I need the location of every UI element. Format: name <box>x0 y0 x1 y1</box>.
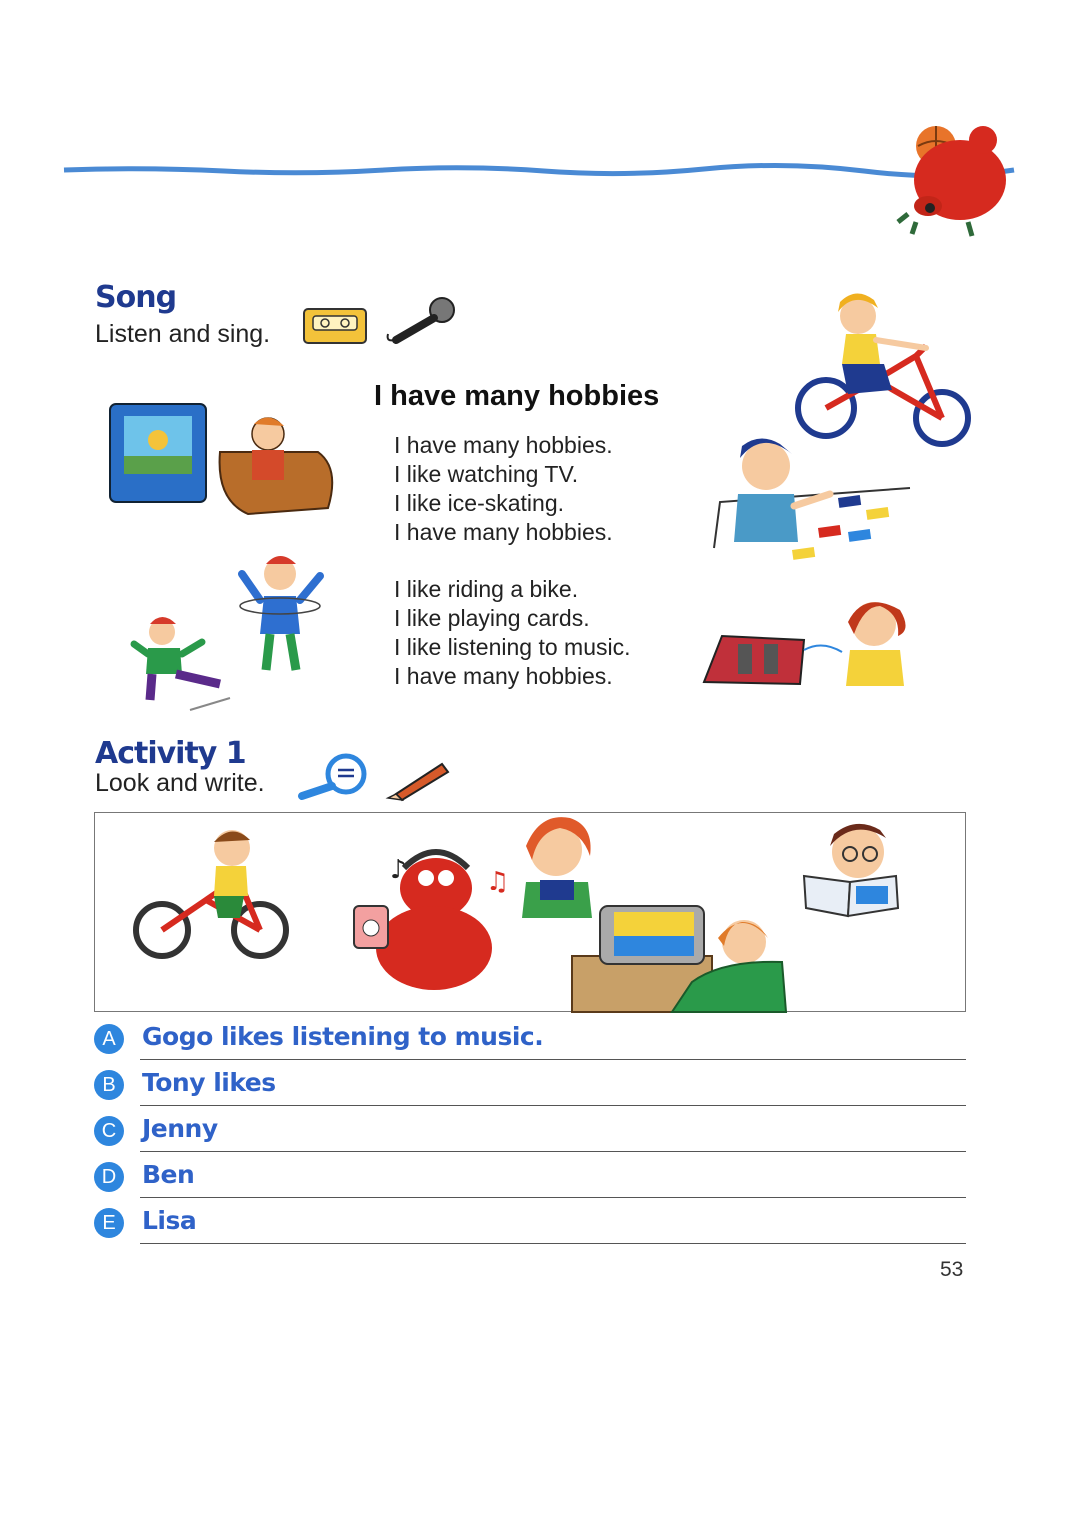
answer-write-line[interactable] <box>140 1243 966 1244</box>
verse-line: I like playing cards. <box>394 605 590 631</box>
answer-row-a <box>94 1020 966 1060</box>
answer-text: Gogo likes listening to music. <box>142 1022 544 1051</box>
answer-letter-badge: D <box>94 1162 124 1192</box>
pencil-icon <box>386 756 452 800</box>
ice-skating-illustration <box>130 550 340 720</box>
playing-cards-illustration <box>710 432 910 562</box>
song-verse-1 <box>394 431 613 547</box>
watching-tv-illustration <box>108 390 338 520</box>
answer-row-d <box>94 1158 966 1198</box>
verse-line: I like ice-skating. <box>394 490 565 516</box>
boy-riding-bike-illustration <box>132 826 290 962</box>
riding-bike-illustration <box>796 290 972 450</box>
answer-write-line[interactable] <box>140 1151 966 1152</box>
answer-letter-badge: A <box>94 1024 124 1054</box>
header-rule <box>64 163 1014 177</box>
page-number: 53 <box>940 1258 964 1281</box>
gogo-mascot-illustration <box>888 118 1018 242</box>
song-heading: Song <box>95 280 177 315</box>
answer-text: Tony likes <box>142 1068 276 1097</box>
answer-text: Ben <box>142 1160 195 1189</box>
answer-text: Jenny <box>142 1114 218 1143</box>
answer-write-line[interactable] <box>140 1105 966 1106</box>
song-instruction: Listen and sing. <box>95 320 271 348</box>
answer-write-line[interactable] <box>140 1059 966 1060</box>
answer-row-c <box>94 1112 966 1152</box>
answer-letter-badge: C <box>94 1116 124 1146</box>
verse-line: I like watching TV. <box>394 461 579 487</box>
verse-line: I have many hobbies. <box>394 663 613 689</box>
cassette-icon <box>303 308 367 344</box>
activity-instruction: Look and write. <box>95 769 265 797</box>
microphone-icon <box>384 296 458 346</box>
listening-music-illustration <box>704 590 920 690</box>
gogo-listening-music-illustration <box>350 818 510 998</box>
magnifier-icon <box>296 752 370 800</box>
verse-line: I have many hobbies. <box>394 432 613 458</box>
svg-text:♪: ♪ <box>390 855 407 885</box>
verse-line: I like riding a bike. <box>394 576 579 602</box>
answer-letter-badge: E <box>94 1208 124 1238</box>
boy-reading-book-illustration <box>800 818 904 916</box>
answer-write-line[interactable] <box>140 1197 966 1198</box>
answer-text: Lisa <box>142 1206 197 1235</box>
verse-line: I like listening to music. <box>394 634 631 660</box>
song-title: I have many hobbies <box>374 380 660 412</box>
answer-row-e <box>94 1204 966 1244</box>
svg-text:♫: ♫ <box>486 867 510 897</box>
verse-line: I have many hobbies. <box>394 519 613 545</box>
song-verse-2 <box>394 575 630 691</box>
boy-watching-tv-illustration <box>572 900 790 1012</box>
answer-row-b <box>94 1066 966 1106</box>
answer-letter-badge: B <box>94 1070 124 1100</box>
activity-heading: Activity 1 <box>95 736 246 771</box>
